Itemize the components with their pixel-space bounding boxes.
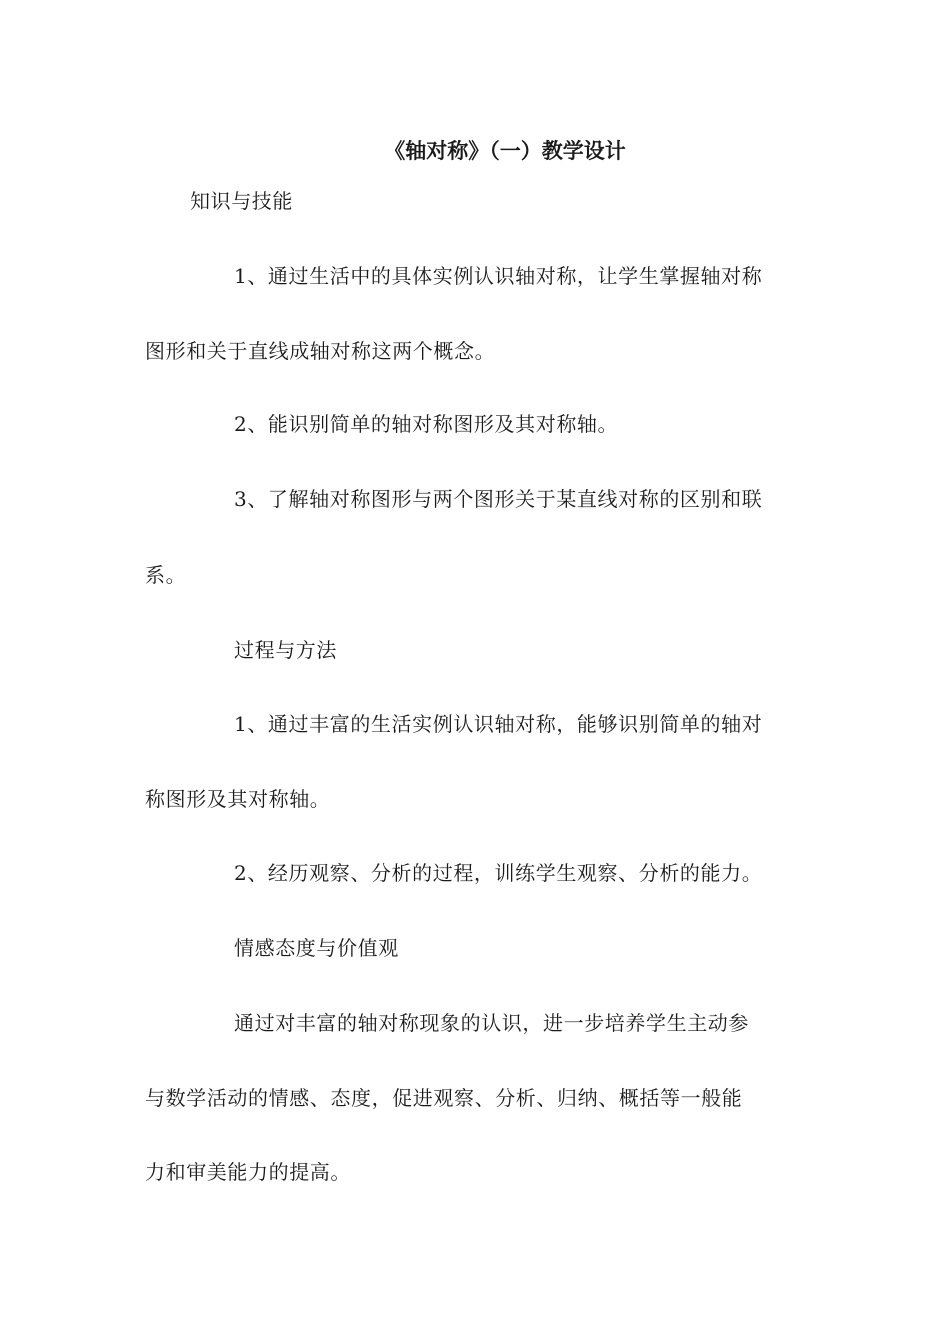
paragraph-line: 系。 xyxy=(145,563,187,587)
section-heading-process-method: 过程与方法 xyxy=(234,638,337,662)
section-heading-emotion-values: 情感态度与价值观 xyxy=(234,936,399,960)
paragraph-line: 通过对丰富的轴对称现象的认识，进一步培养学生主动参 xyxy=(234,1011,749,1035)
paragraph-line: 3、了解轴对称图形与两个图形关于某直线对称的区别和联 xyxy=(234,487,763,511)
document-title: 《轴对称》（一）教学设计 xyxy=(384,139,626,163)
paragraph-line: 1、通过丰富的生活实例认识轴对称，能够识别简单的轴对 xyxy=(234,712,763,736)
paragraph-line: 1、通过生活中的具体实例认识轴对称，让学生掌握轴对称 xyxy=(234,264,763,288)
paragraph-line: 2、经历观察、分析的过程，训练学生观察、分析的能力。 xyxy=(234,861,763,885)
paragraph-line: 与数学活动的情感、态度，促进观察、分析、归纳、概括等一般能 xyxy=(145,1086,743,1110)
paragraph-line: 称图形及其对称轴。 xyxy=(145,787,331,811)
section-heading-knowledge-skills: 知识与技能 xyxy=(190,189,293,213)
paragraph-line: 图形和关于直线成轴对称这两个概念。 xyxy=(145,339,496,363)
paragraph-line: 力和审美能力的提高。 xyxy=(145,1160,351,1184)
paragraph-line: 2、能识别简单的轴对称图形及其对称轴。 xyxy=(234,412,619,436)
